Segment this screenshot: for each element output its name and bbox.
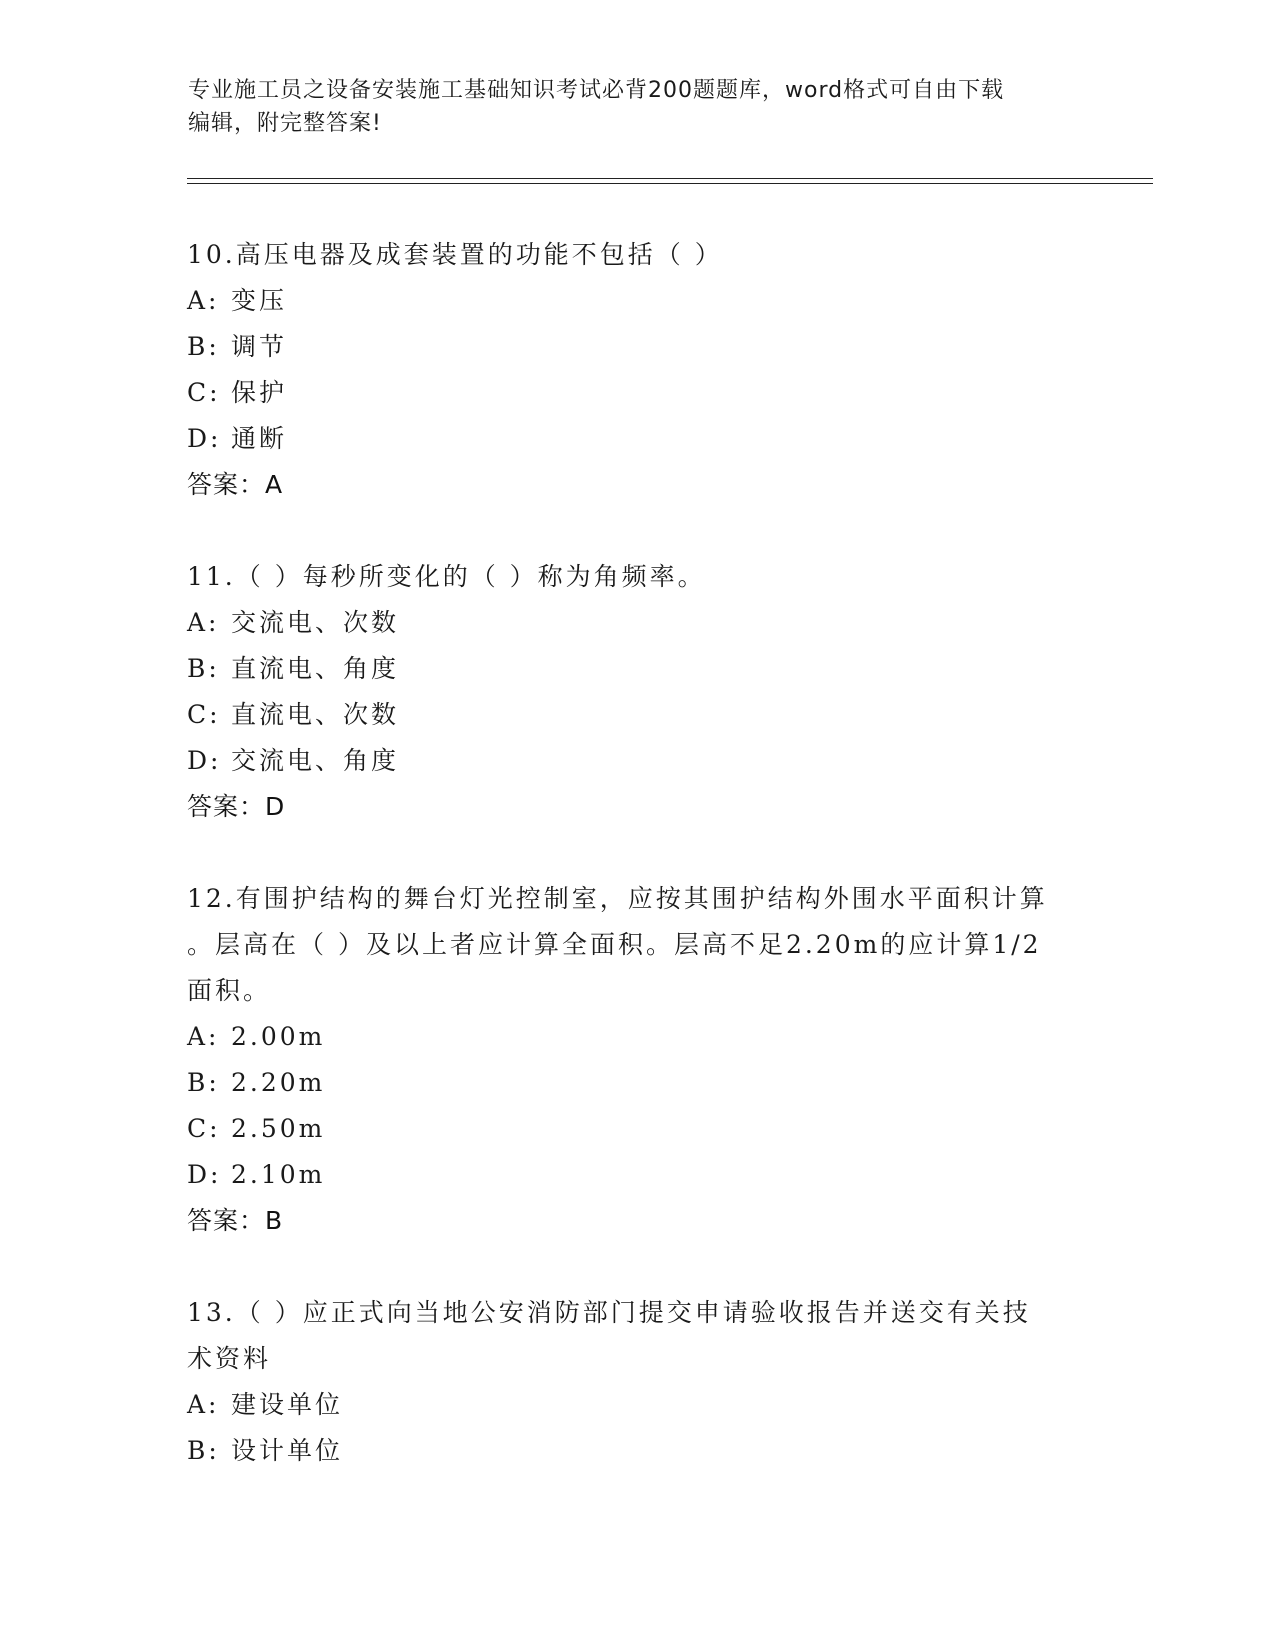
question-10 xyxy=(187,232,1087,508)
answer-line: 答案：A xyxy=(187,470,284,499)
option-text: 直流电、次数 xyxy=(231,700,400,729)
option-key: D: xyxy=(187,1160,222,1189)
question-text-line-2: 。层高在（ ）及以上者应计算全面积。层高不足2.20m的应计算1/2 xyxy=(187,930,1042,959)
option-a xyxy=(187,1382,1087,1428)
option-d xyxy=(187,416,1087,462)
option-text: 交流电、角度 xyxy=(231,746,400,775)
option-b xyxy=(187,324,1087,370)
option-key: A: xyxy=(187,608,220,637)
question-12 xyxy=(187,876,1087,1244)
option-key: B: xyxy=(187,332,220,361)
option-key: B: xyxy=(187,1068,220,1097)
question-text-line-3: 面积。 xyxy=(187,976,272,1005)
option-c xyxy=(187,692,1087,738)
option-text: 设计单位 xyxy=(231,1436,344,1465)
option-key: C: xyxy=(187,378,221,407)
header-line-1: 专业施工员之设备安装施工基础知识考试必背200题题库，word格式可自由下载 xyxy=(188,78,1005,103)
option-key: B: xyxy=(187,1436,220,1465)
option-d xyxy=(187,1152,1087,1198)
option-key: C: xyxy=(187,700,221,729)
option-text: 2.00m xyxy=(231,1022,326,1051)
option-key: A: xyxy=(187,1390,220,1419)
question-11 xyxy=(187,554,1087,830)
header-line-2: 编辑，附完整答案! xyxy=(188,111,382,136)
option-text: 2.10m xyxy=(231,1160,326,1189)
header-divider-top xyxy=(187,178,1153,179)
option-c xyxy=(187,370,1087,416)
question-list xyxy=(187,232,1087,1520)
option-text: 保护 xyxy=(231,378,288,407)
question-text-line-1: 13.（ ）应正式向当地公安消防部门提交申请验收报告并送交有关技 xyxy=(187,1298,1031,1327)
answer-line: 答案：D xyxy=(187,792,286,821)
option-text: 交流电、次数 xyxy=(231,608,400,637)
option-text: 建设单位 xyxy=(231,1390,344,1419)
option-key: A: xyxy=(187,286,220,315)
question-text-line-1: 12.有围护结构的舞台灯光控制室，应按其围护结构外围水平面积计算 xyxy=(187,884,1048,913)
question-text: 11.（ ）每秒所变化的（ ）称为角频率。 xyxy=(187,562,706,591)
answer-line: 答案：B xyxy=(187,1206,284,1235)
option-b xyxy=(187,646,1087,692)
option-a xyxy=(187,600,1087,646)
document-header xyxy=(188,74,1088,140)
option-key: D: xyxy=(187,746,222,775)
option-text: 2.20m xyxy=(231,1068,326,1097)
question-13 xyxy=(187,1290,1087,1474)
option-c xyxy=(187,1106,1087,1152)
option-text: 变压 xyxy=(231,286,288,315)
option-key: A: xyxy=(187,1022,220,1051)
question-text: 10.高压电器及成套装置的功能不包括（ ） xyxy=(187,240,723,269)
option-b xyxy=(187,1060,1087,1106)
header-divider-bottom xyxy=(187,183,1153,184)
option-a xyxy=(187,1014,1087,1060)
question-text-line-2: 术资料 xyxy=(187,1344,272,1373)
option-b xyxy=(187,1428,1087,1474)
option-text: 直流电、角度 xyxy=(231,654,400,683)
option-d xyxy=(187,738,1087,784)
option-key: D: xyxy=(187,424,222,453)
option-key: B: xyxy=(187,654,220,683)
option-text: 调节 xyxy=(231,332,288,361)
option-key: C: xyxy=(187,1114,221,1143)
option-a xyxy=(187,278,1087,324)
option-text: 2.50m xyxy=(231,1114,326,1143)
option-text: 通断 xyxy=(231,424,288,453)
